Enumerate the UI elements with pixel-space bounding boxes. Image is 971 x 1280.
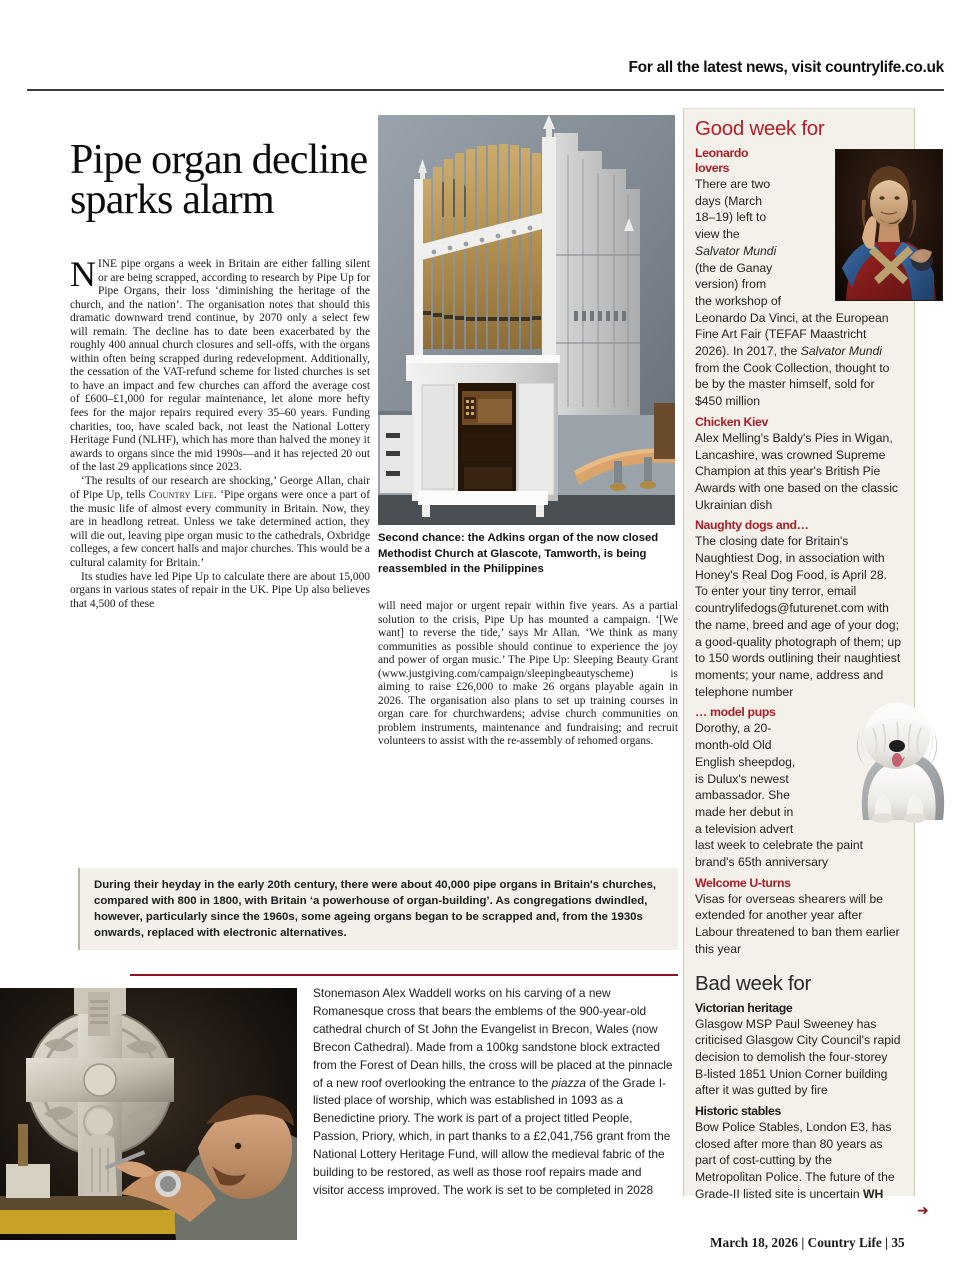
organ-photo-illustration <box>378 115 675 525</box>
article-paragraph-text: ‘The results of our research are shocking,’ George Allan, chair of Pipe Up, tells <box>70 474 370 502</box>
bad-week-heading: Bad week for <box>695 971 812 995</box>
sidebar-item-title: Leonardo lovers <box>695 146 749 175</box>
article-paragraph <box>70 571 370 612</box>
organ-photograph <box>378 115 675 525</box>
stonemason-caption <box>313 985 675 1200</box>
sidebar-item-title: Historic stables <box>695 1104 781 1119</box>
sidebar-item-body <box>695 1119 902 1203</box>
sheepdog-illustration <box>845 688 951 824</box>
article-paragraph <box>70 475 370 571</box>
italic-salvator-mundi-1: Salvator Mundi <box>695 243 777 258</box>
article-paragraph-text: will need major or urgent repair within five years. As a partial solution to the crisis, Pipe Up has mounted a campaign. ‘[We want] to reverse the tide,’ says Mr Allan. ‘We think as many communities as possible should continue to experience the joy and power of organ music.’ The Pipe Up: Sleeping Beauty Grant (www.justgiving.com/campaign/sleepingbeautyscheme) is aiming to raise £26,000 to make 26 organs playable again in 2026. The organisation also plans to set up training courses in organ care for churchwardens; advise church communities on problem instruments, maintenance and fundraising; and recruit volunteers to assist with the re-assembly of rehomed organs. <box>378 600 678 748</box>
body-text-b: (the de Ganay version) from the workshop of Leonardo Da Vinci, at the European Fine Art Fair (TEFAF Maastricht 2026). In 2017, the <box>695 260 889 359</box>
salvator-mundi-image <box>835 149 943 301</box>
italic-salvator-mundi-2: Salvator Mundi <box>800 344 883 359</box>
page-footer: March 18, 2026 | Country Life | 35 <box>710 1235 905 1250</box>
stonemason-photo-illustration <box>0 988 297 1240</box>
article-column-1 <box>70 254 370 611</box>
drop-cap: N <box>70 254 96 294</box>
sidebar-item-title: Welcome U-turns <box>695 875 791 890</box>
sheepdog-image <box>845 688 951 824</box>
sidebar-item-naughty-dogs <box>695 518 902 700</box>
organ-photo-caption: Second chance: the Adkins organ of the now closed Methodist Church at Glascote, Tamworth, is being reassembled in the Philippines <box>378 532 659 576</box>
author-initials: WH <box>863 1186 884 1201</box>
body-text-a: There are two days (March 18–19) left to view the <box>695 177 771 242</box>
sidebar-item-title: … model pups <box>695 705 776 720</box>
sidebar-item-body: The closing date for Britain's Naughtiest Dog, in association with Honey's Real Dog Food, is April 28. To enter your tiny terror, email countrylifedogs@futurenet.com with the name, breed and age of your dog; a good-quality photograph of them; up to 150 words outlining their naughtiest moments; your name, address and telephone number <box>695 534 901 699</box>
page-title: Pipe organ decline sparks alarm <box>70 137 368 224</box>
publication-name: Country Life <box>148 488 215 502</box>
sidebar-item-body: Dorothy, a 20-month-old Old English sheepdog, is Dulux's newest ambassador. She made her debut in a television advert last week to celebrate the paint brand's 65th anniversary <box>695 721 864 870</box>
masthead-tagline: For all the latest news, visit countrylife.co.uk <box>628 59 944 76</box>
sidebar-item-title: Victorian heritage <box>695 1000 793 1015</box>
caption-text-b: of the Grade I-listed place of worship, which was established in 1093 as a Benedictine priory. The work is part of a project titled People, Passion, Priory, which, in part thanks to a £2,041,756 grant from the National Lottery Heritage Fund, will allow the medieval fabric of the building to be restored, as well as those roof repairs made and visitor access improved. The work is set to be completed in 2028 <box>313 1075 671 1197</box>
salvator-mundi-illustration <box>836 150 942 300</box>
sidebar-item-historic-stables <box>695 1104 902 1203</box>
article-paragraph <box>70 254 370 475</box>
article-paragraph-text: Its studies have led Pipe Up to calculate there are about 15,000 organs in various states of repair in the UK. Pipe Up also believes that 4,500 of these <box>70 570 370 610</box>
sidebar-item-chicken-kiev <box>695 415 902 514</box>
body-text-c: from the Cook Collection, thought to be by the master himself, sold for $450 million <box>695 360 890 409</box>
sidebar-item-title: Chicken Kiev <box>695 414 769 429</box>
article-paragraph <box>378 600 678 749</box>
sidebar-item-body: Alex Melling's Baldy's Pies in Wigan, Lancashire, was crowned Supreme Champion at this year's British Pie Awards with one based on the classic Ukrainian dish <box>695 430 899 512</box>
sidebar-item-title: Naughty dogs and… <box>695 518 809 533</box>
article-paragraph-text: . ‘Pipe organs were once a part of the music life of almost every community in Britain. Now, they are in headlong retreat. Unless we take determined action, they will die out, leaving pipe organ music to the cathedrals, Oxbridge colleges, a few concert halls and major churches. This would be a cultural calamity for Britain.’ <box>70 489 370 570</box>
sidebar-item-victorian-heritage <box>695 1001 902 1100</box>
caption-italic-piazza: piazza <box>551 1075 587 1090</box>
caption-text-a: Stonemason Alex Waddell works on his carving of a new Romanesque cross that bears the emblems of the 900-year-old cathedral church of St John the Evangelist in Brecon, Wales (now Brecon Cathedral). Made from a 100kg sandstone block extracted from the Forest of Dean hills, the cross will be placed at the pinnacle of a new roof overlooking the entrance to the <box>313 986 673 1090</box>
article-column-2 <box>378 600 678 749</box>
sidebar-item-body: Glasgow MSP Paul Sweeney has criticised Glasgow City Council's rapid decision to demolish the four-storey B-listed 1851 Union Corner building after it was gutted by fire <box>695 1016 901 1098</box>
good-week-heading: Good week for <box>695 117 825 140</box>
continue-arrow-icon: ➜ <box>917 1202 929 1218</box>
stonemason-photograph <box>0 988 297 1240</box>
section-divider-rule <box>130 974 678 976</box>
fact-box <box>78 868 678 950</box>
body-text: Bow Police Stables, London E3, has closed after more than 80 years as part of cost-cutting by the Metropolitan Police. The future of the Grade-II listed site is uncertain <box>695 1120 895 1201</box>
article-paragraph-text: INE pipe organs a week in Britain are either falling silent or are being scrapped, according to research by Pipe Up for Pipe Organs, their loss ‘diminishing the heritage of the church, and the nation’. The organisation notes that should this dramatic downward trend continue, by 2070 only a select few will remain. The decline has to date been exacerbated by the roughly 400 annual church closures and sell-offs, with the organs within often being scrapped during redevelopment. Additionally, the cessation of the VAT-refund scheme for listed churches is set to have an impact and few churches can afford the average cost of £600–£1,000 for regular maintenance, let alone more hefty fees for the major repairs required every 35–60 years. Funding charities, too, have scaled back, not least the National Lottery Heritage Fund (NLHF), which has more than halved the money it awards to organs since the mid 1990s—and it has rejected 20 out of the last 29 applications since 2023. <box>70 258 370 474</box>
sidebar-item-welcome-u-turns <box>695 876 902 958</box>
sidebar-item-body: Visas for overseas shearers will be extended for another year after Labour threatened to ban them earlier this year <box>695 891 900 956</box>
fact-box-text: During their heyday in the early 20th century, there were about 40,000 pipe organs in Britain's churches, compared with 800 in 1800, with Britain ‘a powerhouse of organ-building’. As congregations dwindled, however, particularly since the 1960s, some ageing organs began to be scrapped and, from the 1930s onwards, replaced with electronic alternatives. <box>94 879 657 940</box>
